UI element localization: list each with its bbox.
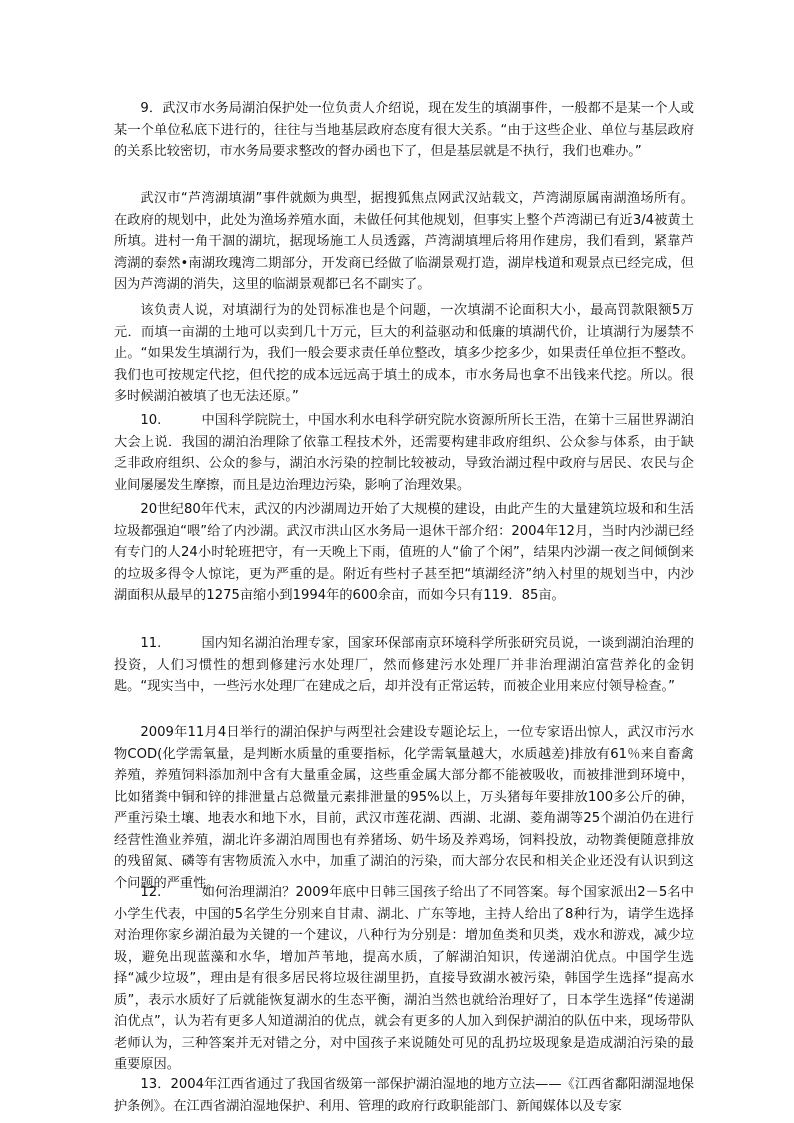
paragraph-11-cod: 2009年11月4日举行的湖泊保护与两型社会建设专题论坛上，一位专家语出惊人，武汉市污水物COD(化学需氧量，是判断水质量的重要指标，化学需氧量越大，水质越差)排放有61％来自畜禽养殖，养殖饲料添加剂中含有大量重金属，这些重金属大部分都不能被吸收，而被排泄到环境中，比如猪粪中铜和锌的排泄量占总微量元素排泄量的95%以上，万头猪每年要排放100多公斤的砷，严重污染土壤、地表水和地下水，目前，武汉市莲花湖、西湖、北湖、菱角湖等25个湖泊仍在进行经营性渔业养殖，湖北许多湖泊周围也有养猪场、奶牛场及养鸡场，饲料投放，动物粪便随意排放的残留氮、磷等有害物质流入水中，加重了湖泊的污染，而大部分农民和相关企业还没有认识到这个问题的严重性。 (114, 725, 694, 891)
paragraph-10-neisha-lake: 20世纪80年代末，武汉的内沙湖周边开始了大规模的建设，由此产生的大量建筑垃圾和和生活垃圾都强迫“喂”给了内沙湖。武汉市洪山区水务局一退休干部介绍：2004年12月，当时内沙湖已经有专门的人24小时轮班把守，有一天晚上下雨，值班的人“偷了个闲”，结果内沙湖一夜之间倾倒来的垃圾多得令人惊诧，更为严重的是。附近有些村子甚至把“填湖经济”纳入村里的规划当中，内沙湖面积从最早的1275亩缩小到1994年的600余亩，而如今只有119．85亩。 (114, 502, 694, 603)
paragraph-9-example: 武汉市“芦湾湖填湖”事件就颇为典型，据搜狐焦点网武汉站载文，芦湾湖原属南湖渔场所有。在政府的规划中，此处为渔场养殖水面，未做任何其他规划，但事实上整个芦湾湖已有近3/4被黄土所填。进村一角干涸的湖坑，据现场施工人员透露，芦湾湖填埋后将用作建房，我们看到，紧靠芦湾湖的泰然•南湖玫瑰湾二期部分，开发商已经做了临湖景观打造，湖岸栈道和观景点已经完成，但因为芦湾湖的消失，这里的临湖景观都已名不副实了。 (114, 191, 694, 292)
paragraph-11: 11. 国内知名湖泊治理专家，国家环保部南京环境科学所张研究员说，一谈到湖泊治理的投资，人们习惯性的想到修建污水处理厂，然而修建污水处理厂并非治理湖泊富营养化的金钥匙。“现实当中，一些污水处理厂在建成之后，却并没有正常运转，而被企业用来应付领导检查。” (114, 636, 694, 694)
paragraph-13: 13．2004年江西省通过了我国省级第一部保护湖泊湿地的地方立法——《江西省鄱阳湖湿地保护条例》。在江西省湖泊湿地保护、利用、管理的政府行政职能部门、新闻媒体以及专家 (114, 1077, 694, 1114)
paragraph-10: 10. 中国科学院院士，中国水利水电科学研究院水资源所所长王浩，在第十三届世界湖泊大会上说．我国的湖泊治理除了依靠工程技术外，还需要构建非政府组织、公众参与体系，由于缺乏非政府组织、公众的参与，湖泊水污染的控制比较被动，导致治湖过程中政府与居民、农民与企业间屡屡发生摩擦，而且是边治理边污染，影响了治理效果。 (114, 413, 694, 493)
paragraph-9: 9．武汉市水务局湖泊保护处一位负责人介绍说，现在发生的填湖事件，一般都不是某一个人或某一个单位私底下进行的，往往与当地基层政府态度有很大关系。“由于这些企业、单位与基层政府的关系比较密切，市水务局要求整改的督办函也下了，但是基层就是不执行，我们也难办。” (114, 101, 694, 159)
paragraph-9-penalty: 该负责人说，对填湖行为的处罚标准也是个问题，一次填湖不论面积大小，最高罚款限额5万元．而填一亩湖的土地可以卖到几十万元，巨大的利益驱动和低廉的填湖代价，让填湖行为屡禁不止。“如果发生填湖行为，我们一般会要求责任单位整改，填多少挖多少，如果责任单位拒不整改。我们也可按规定代挖，但代挖的成本远远高于填土的成本，市水务局也拿不出钱来代挖。所以。很多时候湖泊被填了也无法还原。” (114, 303, 694, 404)
paragraph-12: 12. 如何治理湖泊？2009年底中日韩三国孩子给出了不同答案。每个国家派出2－5名中小学生代表，中国的5名学生分别来自甘肃、湖北、广东等地，主持人给出了8种行为，请学生选择对治理你家乡湖泊最为关键的一个建议，八种行为分别是：增加鱼类和贝类，戏水和游戏，减少垃圾，避免出现蓝藻和水华，增加芦苇地，提高水质，了解湖泊知识，传递湖泊优点。中国学生选择“减少垃圾”，理由是有很多居民将垃圾往湖里扔，直接导致湖水被污染，韩国学生选择“提高水质”，表示水质好了后就能恢复湖水的生态平衡，湖泊当然也就给治理好了，日本学生选择“传递湖泊优点”，认为若有更多人知道湖泊的优点，就会有更多的人加入到保护湖泊的队伍中来，现场带队老师认为，三种答案并无对错之分，对中国孩子来说随处可见的乱扔垃圾现象是造成湖泊污染的最重要原因。 (114, 885, 694, 1072)
